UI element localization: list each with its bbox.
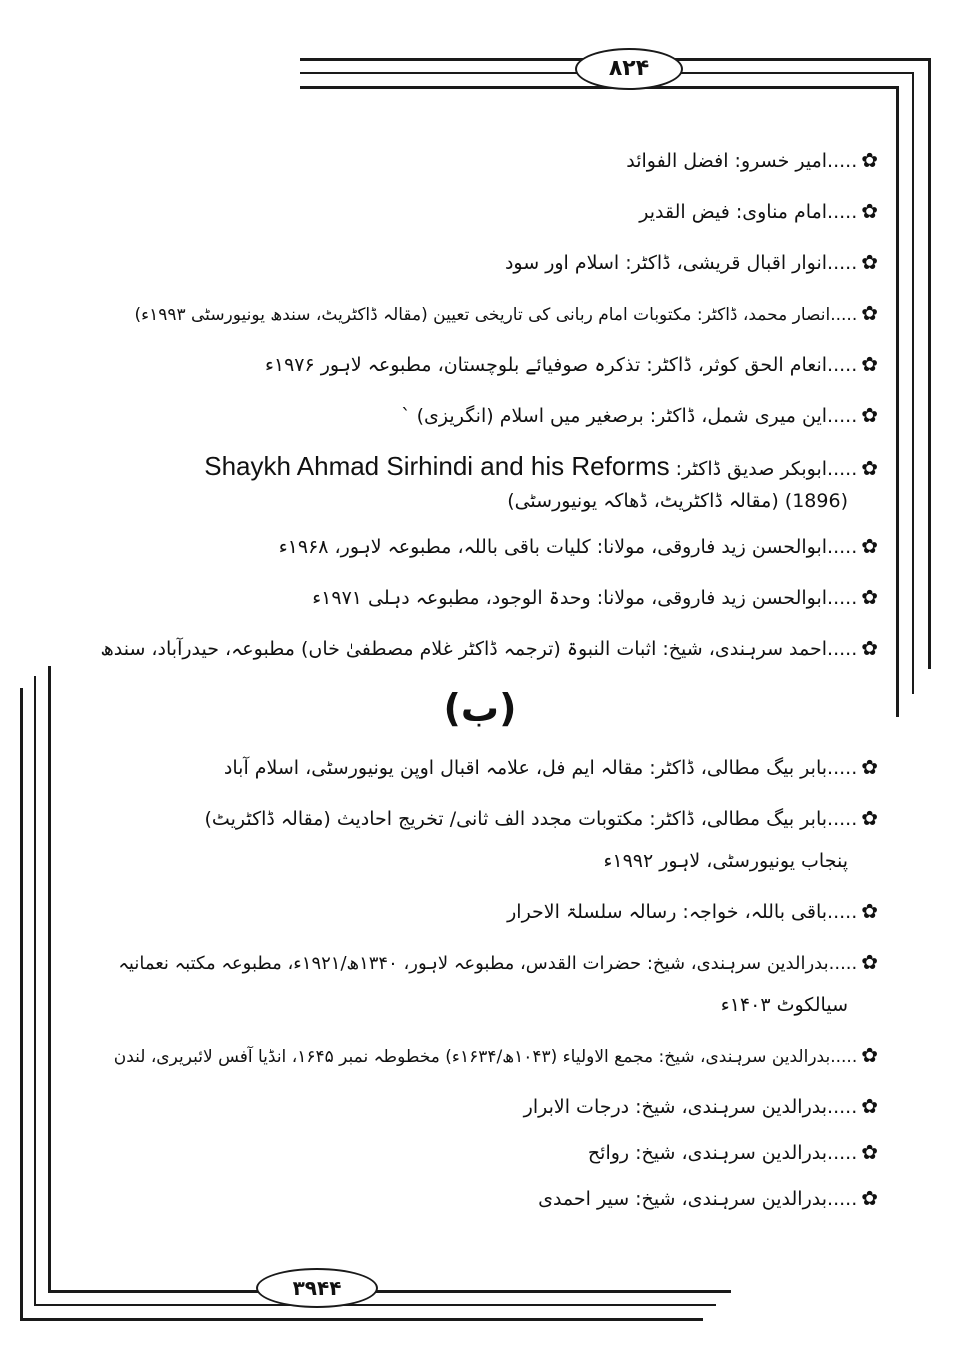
flower-star-icon: ✿ xyxy=(861,899,878,923)
flower-star-icon: ✿ xyxy=(861,352,878,376)
bibliography-entry: ✿.....بابر بیگ مطالی، ڈاکٹر: مقالہ ایم فل، علامہ اقبال اوپن یونیورسٹی، اسلام آباد xyxy=(224,752,878,783)
flower-star-icon: ✿ xyxy=(861,585,878,609)
bibliography-entry: ✿.....امیر خسرو: افضل الفوائد xyxy=(626,145,878,176)
bibliography-entry: ✿.....ابوبکر صدیق ڈاکٹر: Shaykh Ahmad Sirhindi and his Reforms xyxy=(204,451,878,481)
flower-star-icon: ✿ xyxy=(861,806,878,830)
bibliography-entry: ✿.....ابوالحسن زید فاروقی، مولانا: کلیات باقی باللہ، مطبوعہ لاہور، ۱۹۶۸ء xyxy=(279,531,878,562)
flower-star-icon: ✿ xyxy=(861,534,878,558)
flower-star-icon: ✿ xyxy=(861,1043,878,1067)
bibliography-entry: ✿.....احمد سرہندی، شیخ: اثبات النبوۃ (ترجمہ ڈاکٹر غلام مصطفیٰ خاں) مطبوعہ، حیدرآباد، سندھ xyxy=(100,633,878,664)
bibliography-entry: ✿.....بدرالدین سرہندی، شیخ: درجات الابرار xyxy=(524,1091,878,1122)
flower-star-icon: ✿ xyxy=(861,403,878,427)
page-number-top: ۸۲۴ xyxy=(575,48,683,90)
flower-star-icon: ✿ xyxy=(861,636,878,660)
bibliography-entry: ✿.....بابر بیگ مطالی، ڈاکٹر: مکتوبات مجدد الف ثانی/ تخریج احادیث (مقالہ ڈاکٹریٹ) xyxy=(205,803,878,834)
bibliography-entry: ✿.....بدرالدین سرہندی، شیخ: حضرات القدس، مطبوعہ لاہور، ۱۳۴۰ھ/۱۹۲۱ء، مطبوعہ مکتبہ نعمانیہ xyxy=(118,947,878,979)
bibliography-entry: ✿.....بدرالدین سرہندی، شیخ: سیر احمدی xyxy=(538,1183,878,1214)
flower-star-icon: ✿ xyxy=(861,250,878,274)
page-number-bottom: ۳۹۴۴ xyxy=(256,1268,378,1308)
flower-star-icon: ✿ xyxy=(861,755,878,779)
bibliography-entry: ✿.....انوار اقبال قریشی، ڈاکٹر: اسلام اور سود xyxy=(505,247,878,278)
entry-continuation: پنجاب یونیورسٹی، لاہور ۱۹۹۲ء xyxy=(603,850,848,872)
bibliography-entry: ✿.....ابوالحسن زید فاروقی، مولانا: وحدۃ الوجود، مطبوعہ دہلی ۱۹۷۱ء xyxy=(312,582,878,613)
bibliography-entry: ✿.....این میری شمل، ڈاکٹر: برصغیر میں اسلام (انگریزی) ` xyxy=(401,400,878,431)
bibliography-entry: ✿.....انصار محمد، ڈاکٹر: مکتوبات امام ربانی کی تاریخی تعیین (مقالہ ڈاکٹریٹ، سندھ یونیورسٹی ۱۹۹۳ء) xyxy=(134,298,878,330)
flower-star-icon: ✿ xyxy=(861,1094,878,1118)
flower-star-icon: ✿ xyxy=(861,1140,878,1164)
flower-star-icon: ✿ xyxy=(861,199,878,223)
entry-continuation: (1896) (مقالہ ڈاکٹریٹ، ڈھاکہ یونیورسٹی) xyxy=(507,490,848,512)
bibliography-entry: ✿.....بدرالدین سرہندی، شیخ: روائح xyxy=(588,1137,878,1168)
flower-star-icon: ✿ xyxy=(861,1186,878,1210)
bibliography-entry: ✿.....امام مناوی: فیض القدیر xyxy=(639,196,878,227)
entry-continuation: سیالکوٹ ۱۴۰۳ء xyxy=(720,994,848,1016)
latin-title: Shaykh Ahmad Sirhindi and his Reforms xyxy=(204,451,670,481)
bibliography-entry: ✿.....انعام الحق کوثر، ڈاکٹر: تذکرہ صوفیائے بلوچستان، مطبوعہ لاہور ۱۹۷۶ء xyxy=(265,349,878,380)
flower-star-icon: ✿ xyxy=(861,148,878,172)
flower-star-icon: ✿ xyxy=(861,456,878,480)
bibliography-entry: ✿.....بدرالدین سرہندی، شیخ: مجمع الاولیاء (۱۰۴۳ھ/۱۶۳۴ء) مخطوطہ نمبر ۱۶۴۵، انڈیا آفس لائبریری، لندن xyxy=(114,1040,878,1072)
bibliography-entry: ✿.....باقی باللہ، خواجہ: رسالہ سلسلۃ الاحرار xyxy=(507,896,878,927)
flower-star-icon: ✿ xyxy=(861,950,878,974)
flower-star-icon: ✿ xyxy=(861,301,878,325)
section-heading: (ب) xyxy=(443,686,517,730)
